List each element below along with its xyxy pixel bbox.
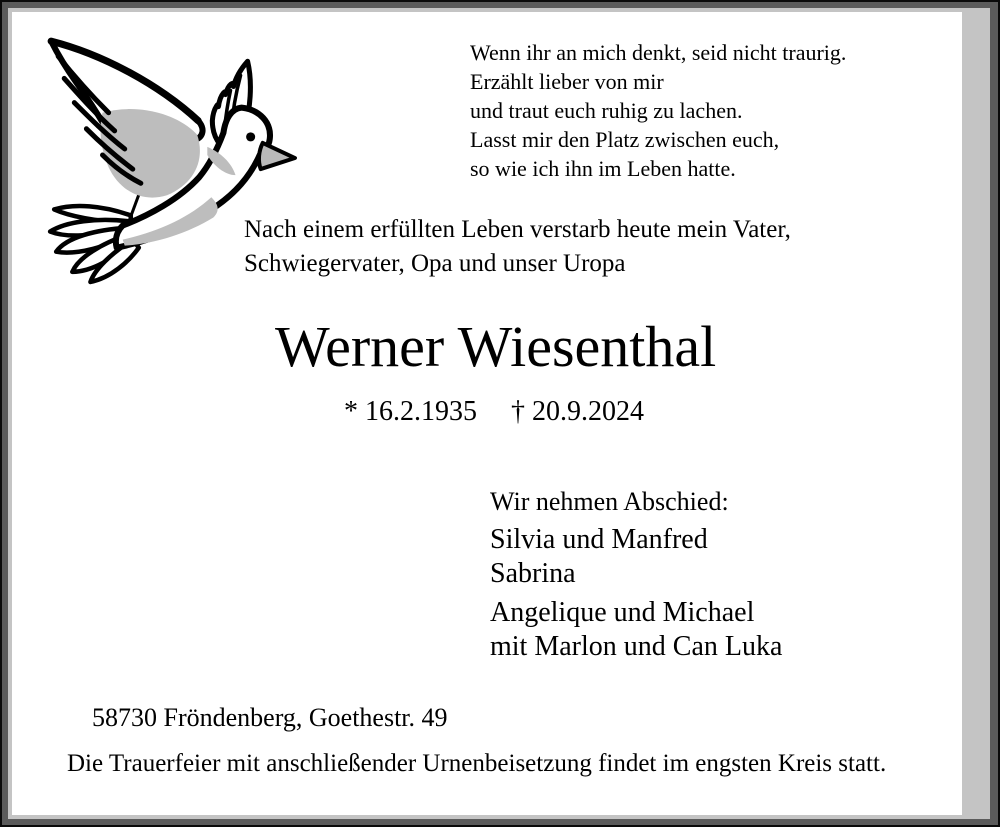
mourner-line: Angelique und Michael [490, 597, 755, 628]
memorial-poem [470, 38, 846, 183]
life-dates [344, 395, 644, 429]
mourner-line: mit Marlon und Can Luka [490, 631, 783, 662]
birth-date: * 16.2.1935 [344, 396, 477, 427]
farewell-section [490, 485, 782, 669]
poem-line: Wenn ihr an mich denkt, seid nicht traurig. [470, 40, 847, 65]
poem-line: Lasst mir den Platz zwischen euch, [470, 127, 780, 152]
outer-frame [2, 2, 998, 825]
poem-line: Erzählt lieber von mir [470, 69, 664, 94]
poem-line: so wie ich ihn im Leben hatte. [470, 156, 736, 181]
mourner-group [490, 596, 782, 664]
mourner-line: Silvia und Manfred [490, 524, 708, 555]
deceased-name: Werner Wiesenthal [275, 314, 717, 379]
intro-text [244, 213, 791, 281]
notice-paper [12, 12, 962, 815]
funeral-info-line: Die Trauerfeier mit anschließender Urnenbeisetzung findet im engsten Kreis statt. [67, 750, 887, 777]
mourner-group [490, 523, 782, 591]
intro-line: Schwiegervater, Opa und unser Uropa [244, 250, 626, 277]
poem-line: und traut euch ruhig zu lachen. [470, 98, 743, 123]
farewell-heading: Wir nehmen Abschied: [490, 487, 729, 516]
inner-frame [8, 8, 990, 819]
death-date: † 20.9.2024 [511, 396, 644, 427]
mourner-line: Sabrina [490, 558, 576, 589]
address-line: 58730 Fröndenberg, Goethestr. 49 [92, 703, 448, 732]
intro-line: Nach einem erfüllten Leben verstarb heute mein Vater, [244, 216, 791, 243]
